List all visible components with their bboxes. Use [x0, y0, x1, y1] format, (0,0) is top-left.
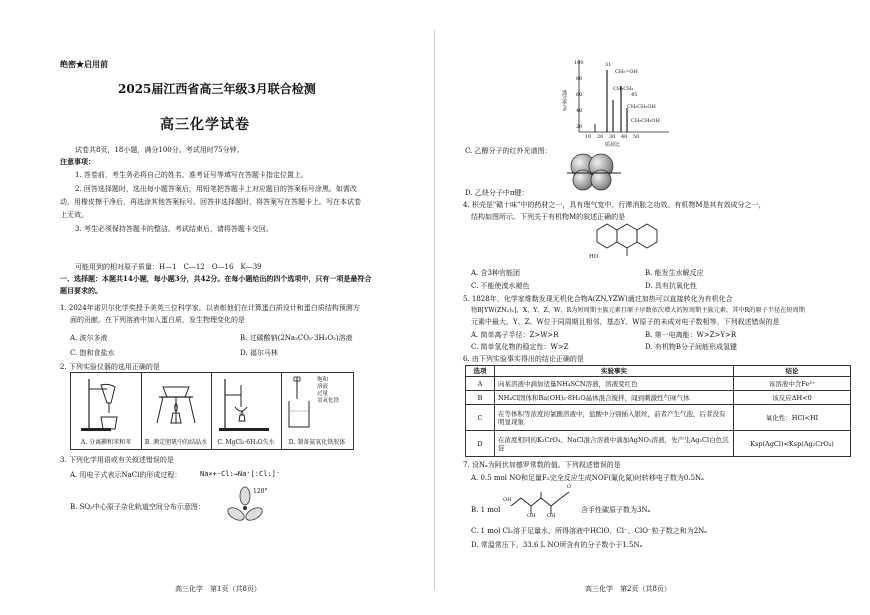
q2-apparatus-figure [70, 372, 354, 450]
ir-ytick-3: 60 [576, 92, 583, 98]
q7-option-d: D. 常温常压下，33.6 L NO所含有的分子数小于1.5Nₐ [471, 541, 643, 549]
q3-angle-label: 120° [253, 488, 268, 495]
q2-stem: 2. 下列实验仪器的选用正确的是 [60, 363, 160, 371]
q1-option-a: A. 波尔多液 [70, 334, 108, 342]
footer-left: 高三化学 第1页（共8页） [175, 585, 261, 593]
q5-option-d: D. 有机物B分子间能形成氢键 [645, 343, 737, 351]
footer-right: 高三化学 第2页（共8页） [585, 585, 671, 593]
q4-option-c: C. 不能使溴水褪色 [471, 282, 530, 290]
ir-peak-4: 45 [631, 92, 638, 98]
q3-option-a-formula: Na×+·Cl:→Na⁺[:Cl:]⁻ [200, 470, 281, 478]
ir-xtick-5: 50 [633, 134, 640, 140]
ir-peak-2: CH₂=OH [615, 69, 638, 75]
q1-stem-2: 面的贡献。在下列溶液中加入蛋白质，发生物理变化的是 [70, 316, 245, 324]
apparatus-d-caption: D. 制备氨氧化铁胶体 [288, 439, 346, 446]
note-3: 3. 考生必须保持答题卡的整洁。考试结束后，请将答题卡交回。 [75, 225, 273, 233]
apparatus-a [71, 373, 142, 449]
section1-title: 一、选择题：本题共14小题，每小题3分，共42分。在每小题给出的四个选项中，只有一项是最符合 [60, 274, 372, 283]
q4-option-d: D. 具有抗氧化性 [645, 282, 697, 290]
ir-xtick-3: 30 [609, 134, 616, 140]
apparatus-d-labels [317, 377, 351, 405]
table-header-conclusion: 结论 [734, 366, 851, 377]
q4-stem: 4. 枳壳是"赣十味"中的药材之一，具有理气宽中、行滞消胀之功效。有机物M是其有效成分之一， [463, 201, 766, 209]
q5-option-c: C. 简单氢化物的稳定性：W>Z [471, 343, 569, 351]
sugar-label-3: OH [527, 513, 536, 519]
ir-peak-6: CH₃CH₂OH [631, 118, 660, 124]
crucible-tripod-icon [141, 373, 211, 437]
q7-option-b-tail: 含手性碳原子数为3Nₐ [581, 506, 651, 514]
table-row [466, 405, 851, 431]
intro-line: 试卷共8页，18小题，满分100分。考试用时75分钟。 [75, 146, 244, 154]
note-2b: 动，用橡皮擦干净后，再选涂其他答案标号。回答非选择题时，将答案写在答题卡上。写在本试卷 [60, 198, 361, 206]
q5-stem: 5. 1828年，化学家维勒发现无机化合物A(ZN,YZW)通过加热可以直接转化为有机化合 [463, 295, 733, 303]
q5-stem-3: 元素中最大，Y、Z、W位于同周期且相邻，基态Y、W原子的未成对电子数相等。下列叙述错误的是 [471, 318, 780, 326]
q1-option-d: D. 福尔马林 [240, 349, 278, 357]
separatory-funnel-icon [71, 373, 141, 437]
table-header-fact: 实验事实 [495, 366, 734, 377]
subject-title: 高三化学试卷 [160, 117, 250, 133]
apparatus-a-caption: A. 分离碘和苯和苯 [80, 439, 132, 446]
ir-ytick-2: 80 [576, 76, 583, 82]
table-row [466, 391, 851, 405]
row-c-conclusion: 氧化性：HCl<HI [734, 405, 851, 431]
section1-title-2: 题目要求的。 [60, 286, 102, 295]
q1-option-c: C. 饱和食盐水 [70, 349, 115, 357]
row-c-fact: 在等体积等浓度的氯酸溶液中，盐酸中分别插入银丝，前者产生气泡，后者没有明显现象 [495, 405, 734, 431]
q4-option-a: A. 含3种官能团 [471, 269, 520, 277]
row-b-fact: NH₄Cl固体和Ba(OH)₂·8H₂O晶体混合搅拌，闻到刺激性气味气体 [495, 391, 734, 405]
row-b-option: B [466, 391, 495, 405]
note-2: 2. 回答选择题时，选出每小题答案后，用铅笔把答题卡上对应题目的答案标号涂黑。如需改 [75, 185, 357, 193]
q4-stem-2: 结构如图所示。下列关于有机物M的叙述正确的是 [471, 213, 626, 221]
apparatus-c-caption: C. MgCl₂·6H₂O失水 [217, 439, 275, 446]
table-header-option: 选项 [466, 366, 495, 377]
row-c-option: C [466, 405, 495, 431]
note-1: 1. 答卷前，考生务必将自己的姓名、准考证号等填写在答题卡指定位置上。 [75, 171, 308, 179]
q7-option-c: C. 1 mol Cl₂溶于足量水，所得溶液中HClO、Cl⁻、ClO⁻粒子数之和为2Nₐ [471, 527, 707, 535]
q6-stem: 6. 由下列实验事实得出的结论正确的是 [463, 355, 584, 363]
apparatus-d-label-4: 氢氧化铁 [317, 398, 340, 404]
sugar-label-1: OH [503, 497, 512, 503]
q1-stem: 1. 2024年诺贝尔化学奖授予美英三位科学家，以表彰他们在计算蛋白质设计和蛋白质结构预测方 [60, 304, 360, 312]
row-a-conclusion: 该溶液中含Fe³⁺ [734, 377, 851, 391]
note-2c: 上无效。 [60, 211, 88, 219]
q3-stem: 3. 下列化学用语或有关叙述错误的是 [60, 456, 174, 464]
sugar-label-2: O [567, 484, 572, 490]
ir-peak-3: CH₃CH₂ [613, 86, 634, 92]
sugar-structure-icon [507, 488, 577, 520]
apparatus-d-label-2: 溶液 [317, 384, 329, 390]
row-d-fact: 在浓度相同的K₂CrO₄、NaCl混合溶液中滴加AgNO₃溶液，先产生Ag₂Cl白色沉淀 [495, 431, 734, 457]
apparatus-b-caption: B. 测定胆矾中的结晶水 [144, 439, 208, 446]
ir-xtick-1: 10 [585, 134, 592, 140]
table-header-row [466, 366, 851, 377]
q7-stem: 7. 设Nₐ为阿伏加德罗常数的值。下列叙述错误的是 [463, 461, 621, 469]
q6-table [465, 365, 851, 457]
evaporating-setup-icon [211, 373, 281, 437]
apparatus-d-label-3: 过量 [317, 391, 329, 397]
sugar-label-4: OH [547, 513, 556, 519]
secret-label: 绝密★启用前 [60, 59, 108, 69]
ir-xtick-4: 40 [621, 134, 628, 140]
ir-peak-1: 31 [605, 62, 612, 68]
row-d-conclusion: Ksp(AgCl)<Ksp(Ag₂CrO₄) [734, 431, 851, 457]
ir-ytick-4: 40 [576, 108, 583, 114]
ir-xlabel: 质荷比 [605, 142, 621, 148]
q5-option-b: B. 第一电离能：W>Z>Y>R [645, 331, 737, 339]
table-row [466, 431, 851, 457]
ir-xtick-2: 20 [597, 134, 604, 140]
q5-stem-2: 物B[YW(ZN₂)₂]，X、Y、Z、W、R为短周期主族元素且原子序数依次增大的短周期主族元素，其中R的原子半径在短周期 [471, 307, 805, 314]
q3-option-a: A. 用电子式表示NaCl的形成过程： [70, 471, 182, 479]
apparatus-d [281, 373, 353, 449]
apparatus-b [141, 373, 212, 449]
q3-option-b: B. SO₂中心原子杂化轨道空间分布示意图： [70, 503, 205, 511]
ir-ylabel: 透过率/% [561, 90, 567, 112]
row-d-option: D [466, 431, 495, 457]
acetylene-pi-bond-icon [563, 152, 633, 192]
exam-title: 2025届江西省高三年级3月联合检测 [118, 82, 316, 96]
structure-m-icon [587, 220, 667, 264]
row-a-option: A [466, 377, 495, 391]
notes-title: 注意事项： [60, 157, 95, 166]
q1-option-b: B. 过碳酸钠(2Na₂CO₃·3H₂O₂)溶液 [240, 334, 353, 342]
ir-ytick-1: 100 [574, 60, 584, 66]
q3-option-c: C. 乙醇分子的红外光谱图： [465, 147, 552, 155]
row-a-fact: 向某溶液中滴加适量NH₄SCN溶液，溶液变红色 [495, 377, 734, 391]
structure-m-label: HO [589, 254, 599, 260]
atomic-masses: 可能用到的相对原子质量：H—1 C—12 O—16 K—39 [75, 263, 262, 271]
apparatus-c [211, 373, 282, 449]
ir-peak-5: CH₂CH₂OH [627, 104, 656, 110]
q4-option-b: B. 能发生水解反应 [645, 269, 704, 277]
ir-ytick-5: 20 [576, 124, 583, 130]
q7-option-b: B. 1 mol [471, 506, 501, 514]
row-b-conclusion: 该反应ΔH<0 [734, 391, 851, 405]
right-page [435, 0, 870, 615]
q5-option-a: A. 简单离子半径：Z>W>R [471, 331, 559, 339]
table-row [466, 377, 851, 391]
q3-option-d: D. 乙炔分子中π键： [465, 189, 529, 197]
q7-option-a: A. 0.5 mol NO和足量F₂完全反应生成NOF(氟化氮)时转移电子数为0.5Nₐ [471, 474, 704, 482]
apparatus-d-label-1: 饱和 [317, 377, 329, 383]
